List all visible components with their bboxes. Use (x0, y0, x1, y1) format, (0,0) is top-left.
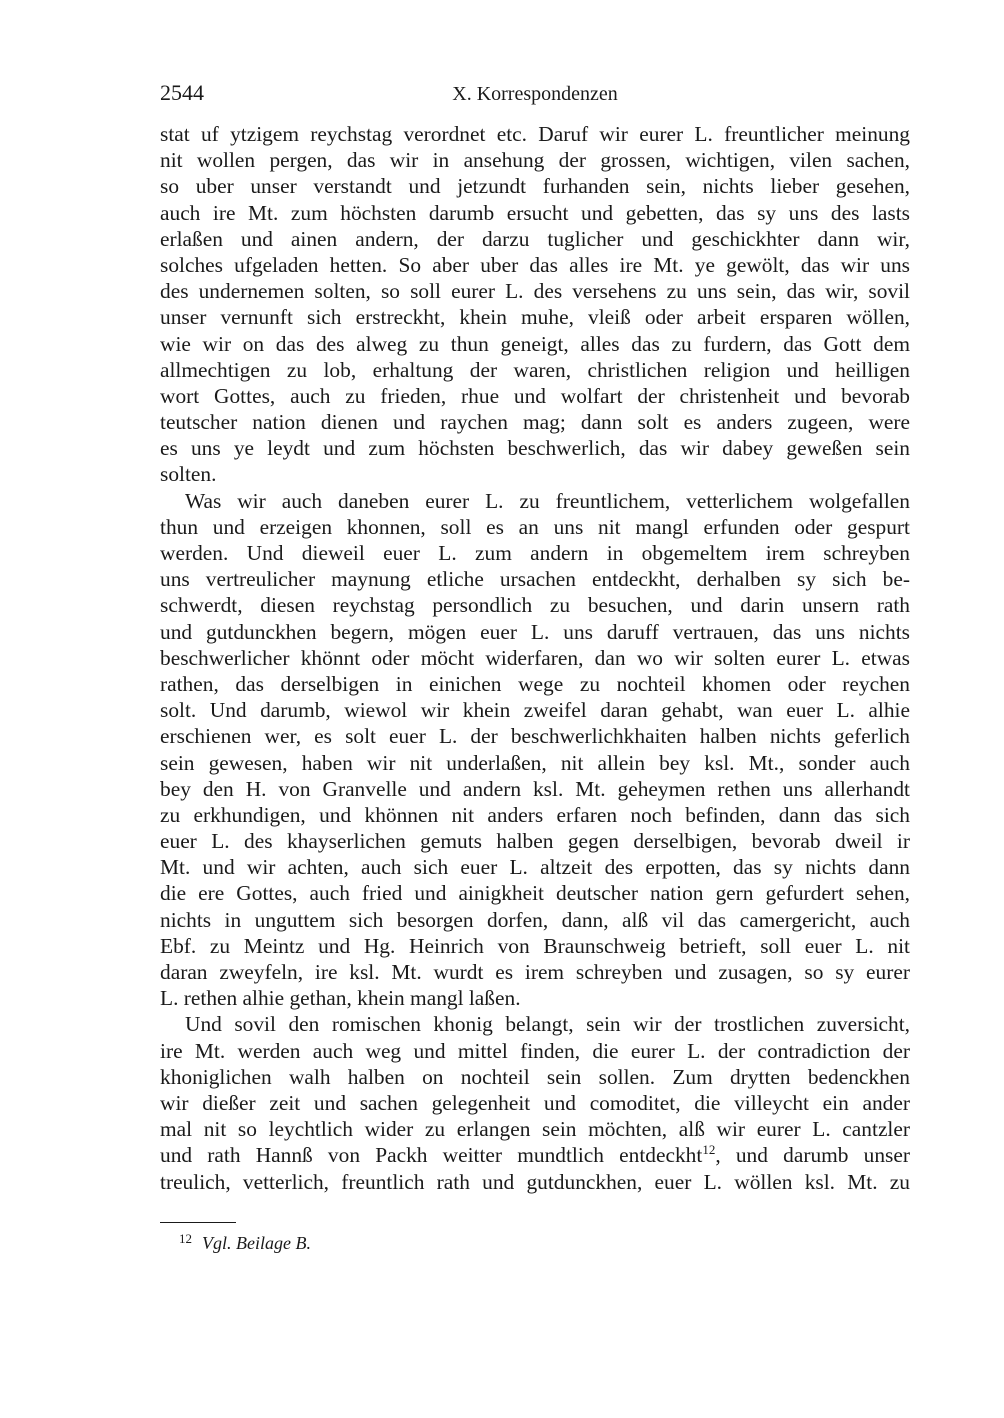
text-line: die ere Gottes, auch fried und ainigkheit deutscher nation gern gefurdert sehen, (160, 881, 910, 906)
line-text-after-ref: , und darumb unser (715, 1143, 910, 1168)
text-line: es uns ye leydt und zum höchsten beschwerlich, das wir dabey geweßen sein (160, 436, 910, 461)
text-line: wort Gottes, auch zu frieden, rhue und wolfart der christenheit und bevorab (160, 383, 910, 408)
text-line: wir dießer zeit und sachen gelegenheit und comoditet, die villeycht ein ander (160, 1090, 910, 1115)
footnote (179, 1226, 311, 1256)
page-number: 2544 (160, 80, 204, 105)
text-line: unser vernunft sich erstreckht, khein muhe, vleiß oder arbeit ersparen wöllen, (160, 305, 910, 330)
footnote-divider (160, 1222, 236, 1223)
text-line: Ebf. zu Meintz und Hg. Heinrich von Braunschweig betrieft, soll euer L. nit (160, 933, 910, 958)
text-line: teutscher nation dienen und raychen mag; dann solt es anders zugeen, were (160, 410, 910, 435)
text-line: thun und erzeigen khonnen, soll es an uns nit mangl erfunden oder gespurt (160, 514, 910, 539)
text-line: stat uf ytzigem reychstag verordnet etc. Daruf wir eurer L. freuntlicher meinung (160, 122, 910, 146)
footnote-text: Vgl. Beilage B. (202, 1233, 311, 1253)
line-text-before-ref: und rath Hannß von Packh weitter mundtlich entdeckht (160, 1143, 703, 1168)
paragraph-3 (160, 1011, 910, 1194)
text-line: sein gewesen, haben wir nit underlaßen, nit allein bey ksl. Mt., sonder auch (160, 750, 910, 775)
text-line: werden. Und dieweil euer L. zum andern in obgemeltem irem schreyben (160, 541, 910, 565)
text-line: euer L. des khayserlichen gemuts halben gegen derselbigen, bevorab dweil ir (160, 829, 910, 854)
text-line: nichts in unguttem sich besorgen dorfen, dann, alß vil das camergericht, auch (160, 907, 910, 932)
text-line: nit wollen pergen, das wir in ansehung der grossen, wichtigen, vilen sachen, (160, 148, 910, 173)
text-line: mal nit so leychtlich wider zu erlangen sein möchten, alß wir eurer L. cantzler (160, 1117, 910, 1142)
text-line: treulich, vetterlich, freuntlich rath und gutdunckhen, euer L. wöllen ksl. Mt. zu (160, 1169, 910, 1194)
text-line: wie wir on das des alweg zu thun geneigt, alles das zu furdern, das Gott dem (160, 331, 910, 356)
text-line: khoniglichen walh halben on nochteil sein sollen. Zum drytten bedenckhen (160, 1064, 910, 1089)
footnote-number: 12 (179, 1231, 192, 1246)
text-line: allmechtigen zu lob, erhaltung der waren, christlichen religion und heilligen (160, 357, 910, 382)
text-line: erschienen wer, es solt euer L. der beschwerlichkhaiten halben nichts geferlich (160, 724, 910, 749)
text-line: Mt. und wir achten, auch sich euer L. altzeit des erpotten, das sy nichts dann (160, 855, 910, 880)
text-line: auch ire Mt. zum höchsten darumb ersucht und gebetten, das sy uns des lasts (160, 200, 910, 225)
text-line-with-footnote (160, 1142, 910, 1168)
text-line: L. rethen alhie gethan, khein mangl laßen. (160, 986, 521, 1011)
text-line: rathen, das derselbigen in einichen wege zu nochteil khomen oder reychen (160, 671, 910, 696)
text-line: solten. (160, 462, 217, 487)
paragraph-2 (160, 488, 910, 1012)
body-text (160, 121, 910, 1195)
text-line: des undernemen solten, so soll eurer L. des versehens zu uns sein, das wir, sovil (160, 279, 910, 304)
footnote-reference[interactable]: 12 (702, 1142, 716, 1158)
text-line: beschwerlicher khönnt oder möcht widerfaren, dan wo wir solten eurer L. etwas (160, 645, 910, 670)
text-line: daran zweyfeln, ire ksl. Mt. wurdt es irem schreyben und zusagen, so sy eurer (160, 960, 910, 984)
text-line: ire Mt. werden auch weg und mittel finden, die eurer L. der contradiction der (160, 1038, 910, 1063)
text-line: zu erkhundigen, und khönnen nit anders erfaren noch befinden, dann das sich (160, 802, 910, 827)
text-line: so uber unser verstandt und jetzundt furhanden sein, nichts lieber gesehen, (160, 174, 910, 199)
text-line: schwerdt, diesen reychstag persondlich zu besuchen, und darin unsern rath (160, 593, 910, 618)
text-line: Und sovil den romischen khonig belangt, sein wir der trostlichen zuversicht, (185, 1012, 910, 1037)
paragraph-1 (160, 121, 910, 488)
text-line: erlaßen und ainen andern, der darzu tuglicher und geschickhter dann wir, (160, 226, 910, 251)
text-line: bey den H. von Granvelle und andern ksl. Mt. geheymen rethen uns allerhandt (160, 776, 910, 801)
text-line: uns vertreulicher maynung etliche ursachen entdeckht, derhalben sy sich be- (160, 567, 910, 592)
text-line: solt. Und darumb, wiewol wir khein zweifel daran gehabt, wan euer L. alhie (160, 698, 910, 723)
text-line: Was wir auch daneben eurer L. zu freuntlichem, vetterlichem wolgefallen (185, 488, 910, 513)
running-title: X. Korrespondenzen (452, 83, 618, 105)
text-line: und gutdunckhen begern, mögen euer L. uns daruff vertrauen, das uns nichts (160, 619, 910, 644)
text-line: solches ufgeladen hetten. So aber uber das alles ire Mt. ye gewölt, das wir uns (160, 252, 910, 277)
page-header (160, 80, 910, 108)
